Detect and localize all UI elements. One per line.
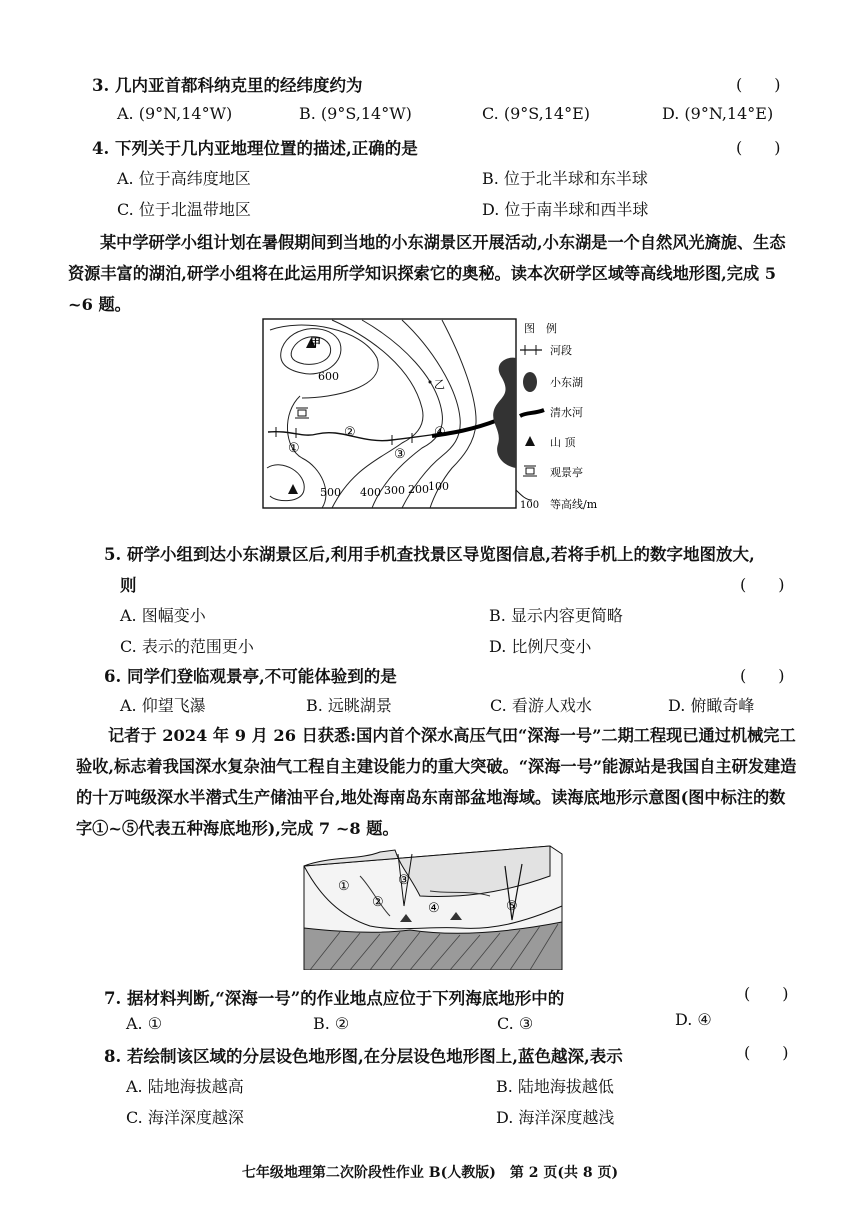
q7-option-c: C. ③	[497, 1014, 534, 1033]
seafloor-label-5: ⑤	[506, 899, 518, 914]
q3-option-d: D. (9°N,14°E)	[662, 104, 774, 123]
label-yi: 乙	[434, 378, 445, 391]
legend-contour: 等高线/m	[550, 498, 598, 510]
q8-option-b: B. 陆地海拔越低	[496, 1077, 614, 1096]
q7-option-a: A. ①	[126, 1014, 163, 1033]
q5-option-d: D. 比例尺变小	[489, 637, 592, 656]
q8-stem: 8. 若绘制该区域的分层设色地形图,在分层设色地形图上,蓝色越深,表示	[104, 1047, 623, 1066]
q6-option-a: A. 仰望飞瀑	[120, 696, 206, 715]
contour-label-500: 500	[320, 486, 341, 499]
legend-pavilion: 观景亭	[550, 466, 583, 479]
q3-option-a: A. (9°N,14°W)	[117, 104, 233, 123]
q3-option-c: C. (9°S,14°E)	[482, 104, 591, 123]
q7-option-b: B. ②	[313, 1014, 350, 1033]
contour-label-200: 200	[408, 483, 429, 496]
marker-3: ③	[394, 447, 406, 462]
q6-option-b: B. 远眺湖景	[306, 696, 392, 715]
marker-2: ②	[344, 425, 356, 440]
legend-peak: 山 顶	[550, 436, 576, 449]
q5-stem-line1: 5. 研学小组到达小东湖景区后,利用手机查找景区导览图信息,若将手机上的数字地图放大,	[104, 545, 755, 564]
q4-answer-paren: ( )	[736, 138, 781, 157]
contour-label-100: 100	[428, 480, 449, 493]
q5-stem-line2: 则	[120, 576, 137, 595]
q6-stem: 6. 同学们登临观景亭,不可能体验到的是	[104, 667, 397, 686]
marker-4: ④	[434, 425, 446, 440]
q4-stem: 4. 下列关于几内亚地理位置的描述,正确的是	[92, 139, 418, 158]
q8-option-c: C. 海洋深度越深	[126, 1108, 244, 1127]
page-footer: 七年级地理第二次阶段性作业 B(人教版) 第 2 页(共 8 页)	[241, 1165, 619, 1181]
q8-option-a: A. 陆地海拔越高	[126, 1077, 244, 1096]
label-jia: 甲	[310, 336, 321, 349]
q5-option-c: C. 表示的范围更小	[120, 637, 254, 656]
seafloor-label-1: ①	[338, 879, 350, 894]
q3-option-b: B. (9°S,14°W)	[299, 104, 412, 123]
q4-option-a: A. 位于高纬度地区	[117, 169, 251, 188]
q6-option-d: D. 俯瞰奇峰	[668, 696, 755, 715]
contour-label-300: 300	[384, 484, 405, 497]
pavilion-icon	[295, 408, 309, 418]
q7-answer-paren: ( )	[744, 984, 789, 1003]
legend-qingshui-river: 清水河	[550, 406, 583, 419]
q5-option-b: B. 显示内容更简略	[489, 606, 623, 625]
q8-option-d: D. 海洋深度越浅	[496, 1108, 615, 1127]
q8-answer-paren: ( )	[744, 1043, 789, 1062]
legend-contour-value: 100	[520, 500, 540, 510]
q7-option-d: D. ④	[675, 1010, 712, 1029]
q3-stem: 3. 几内亚首都科纳克里的经纬度约为	[92, 76, 363, 95]
seafloor-label-4: ④	[428, 901, 440, 916]
seafloor-label-3: ③	[398, 873, 410, 888]
q4-option-d: D. 位于南半球和西半球	[482, 200, 649, 219]
q3-answer-paren: ( )	[736, 75, 781, 94]
q4-option-b: B. 位于北半球和东半球	[482, 169, 648, 188]
contour-label-600: 600	[318, 370, 339, 383]
contour-map	[262, 318, 622, 510]
seafloor-label-2: ②	[372, 895, 384, 910]
contour-label-400: 400	[360, 486, 381, 499]
q5-answer-paren: ( )	[740, 575, 785, 594]
legend-title: 图 例	[524, 322, 557, 335]
passage-xiaodong-lake: 某中学研学小组计划在暑假期间到当地的小东湖景区开展活动,小东湖是一个自然风光旖旎、生态资源丰富的湖泊,研学小组将在此运用所学知识探索它的奥秘。读本次研学区域等高线地形图,完成 5 ~6 题。	[68, 233, 786, 314]
q6-answer-paren: ( )	[740, 666, 785, 685]
q4-option-c: C. 位于北温带地区	[117, 200, 251, 219]
q7-stem: 7. 据材料判断,“深海一号”的作业地点应位于下列海底地形中的	[104, 989, 565, 1008]
legend-river-section: 河段	[550, 344, 572, 357]
passage-shenhai-yihao: 记者于 2024 年 9 月 26 日获悉:国内首个深水高压气田“深海一号”二期工程现已通过机械完工验收,标志着我国深水复杂油气工程自主建设能力的重大突破。“深海一号”能源站是我国自主研发建造的十万吨级深水半潜式生产储油平台,地处海南岛东南部盆地海域。读海底地形示意图(图中标注的数字①~⑤代表五种海底地形),完成 7 ~8 题。	[76, 726, 797, 838]
marker-1: ①	[288, 441, 300, 456]
q6-option-c: C. 看游人戏水	[490, 696, 592, 715]
seafloor-diagram	[300, 836, 565, 970]
contour-map-figure	[262, 318, 622, 508]
q5-option-a: A. 图幅变小	[120, 606, 206, 625]
peak-south-icon	[288, 484, 298, 494]
legend-lake: 小东湖	[550, 376, 583, 389]
seafloor-figure	[300, 836, 565, 970]
